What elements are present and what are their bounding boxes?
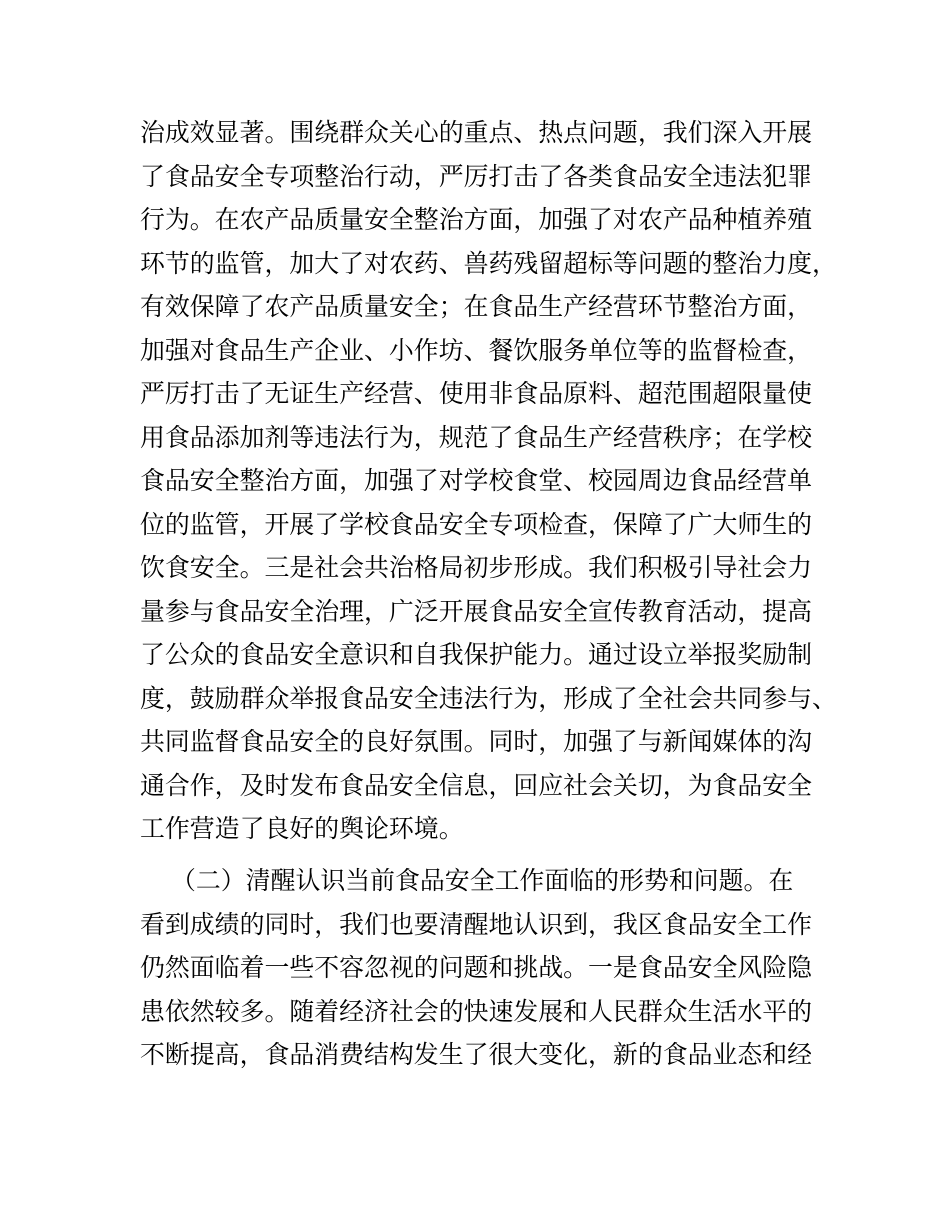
text-line: 量参与食品安全治理，广泛开展食品安全宣传教育活动，提高 [140,597,813,626]
paragraph [140,860,812,1078]
text-line: 看到成绩的同时，我们也要清醒地认识到，我区食品安全工作 [140,910,813,939]
text-line: 了食品安全专项整治行动，严厉打击了各类食品安全违法犯罪 [140,162,813,191]
text-line: 了公众的食品安全意识和自我保护能力。通过设立举报奖励制 [140,641,813,669]
text-line: 有效保障了农产品质量安全；在食品生产经营环节整治方面， [140,293,813,321]
text-line: 食品安全整治方面，加强了对学校食堂、校园周边食品经营单 [140,467,813,495]
text-line: 仍然面临着一些不容忽视的问题和挑战。一是食品安全风险隐 [140,954,813,982]
text-line: 严厉打击了无证生产经营、使用非食品原料、超范围超限量使 [140,380,813,408]
text-line: 不断提高，食品消费结构发生了很大变化，新的食品业态和经 [140,1041,813,1069]
text-line: 共同监督食品安全的良好氛围。同时，加强了与新闻媒体的沟 [140,728,813,756]
text-line: 饮食安全。三是社会共治格局初步形成。我们积极引导社会力 [140,554,813,582]
text-line: 用食品添加剂等违法行为，规范了食品生产经营秩序；在学校 [140,423,813,452]
text-line: 通合作，及时发布食品安全信息，回应社会关切，为食品安全 [140,771,813,800]
text-line: 工作营造了良好的舆论环境。 [140,815,464,843]
text-line: （二）清醒认识当前食品安全工作面临的形势和问题。在 [171,867,794,895]
text-line: 环节的监管，加大了对农药、兽药残留超标等问题的整治力度， [140,249,837,278]
paragraph [140,112,837,852]
text-line: 治成效显著。围绕群众关心的重点、热点问题，我们深入开展 [140,119,813,147]
text-line: 患依然较多。随着经济社会的快速发展和人民群众生活水平的 [140,997,813,1026]
document-body [140,112,837,1078]
text-line: 位的监管，开展了学校食品安全专项检查，保障了广大师生的 [140,510,813,539]
text-line: 度，鼓励群众举报食品安全违法行为，形成了全社会共同参与、 [140,684,837,713]
text-line: 行为。在农产品质量安全整治方面，加强了对农产品种植养殖 [140,206,813,234]
text-line: 加强对食品生产企业、小作坊、餐饮服务单位等的监督检查， [140,336,813,365]
